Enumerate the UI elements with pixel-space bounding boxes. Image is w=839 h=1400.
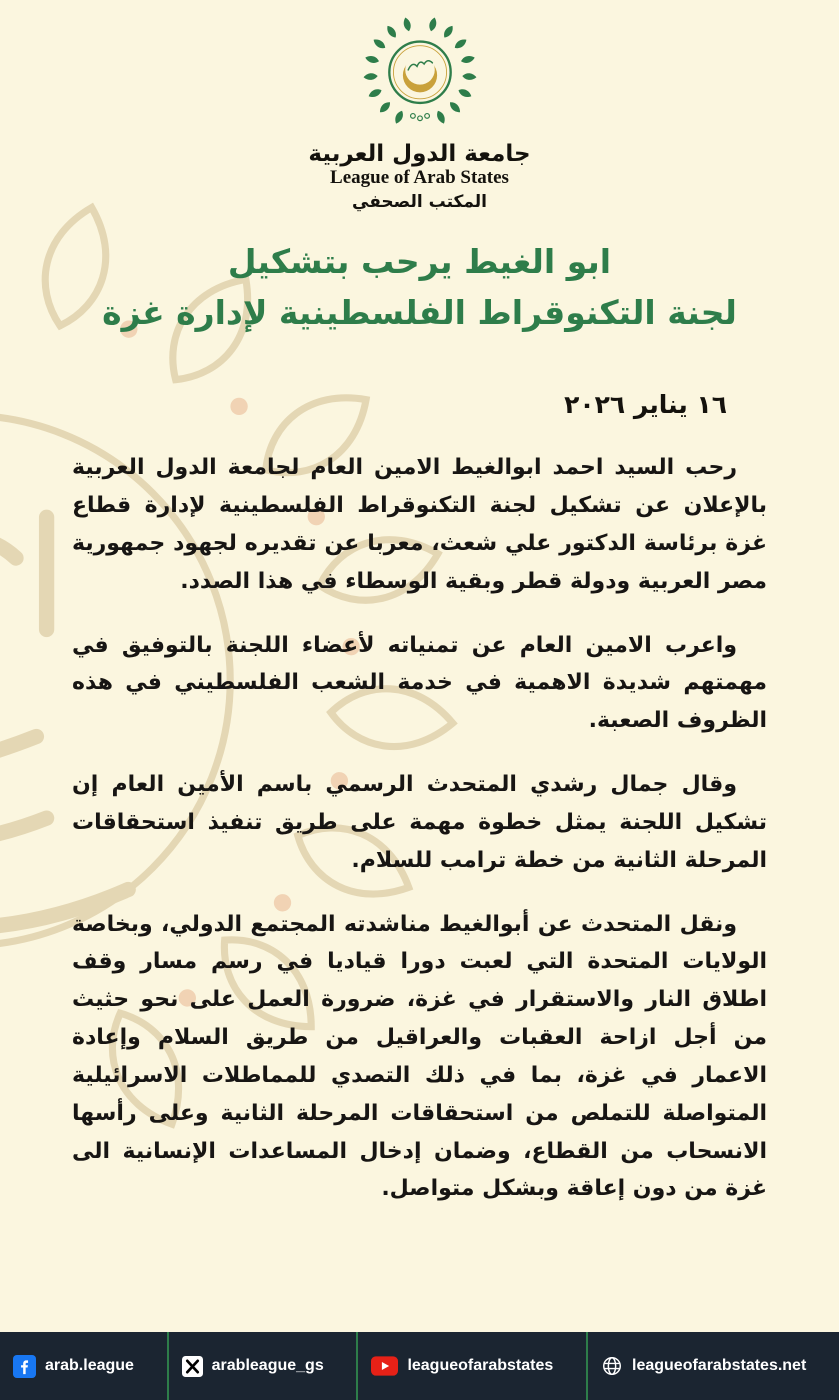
website-url: leagueofarabstates.net <box>632 1357 807 1374</box>
paragraph-3: وقال جمال رشدي المتحدث الرسمي باسم الأمين العام إن تشكيل اللجنة يمثل خطوة مهمة على طريق تنفيذ استحقاقات المرحلة الثانية من خطة ترامب للسلام. <box>72 772 767 873</box>
facebook-link[interactable] <box>0 1332 167 1400</box>
social-media-bar <box>0 1332 839 1400</box>
paragraph-4: ونقل المتحدث عن أبوالغيط مناشدته المجتمع الدولي، وبخاصة الولايات المتحدة التي لعبت دورا قياديا في رسم مسار وقف اطلاق النار والاستقرار في غزة، ضرورة العمل على نحو حثيث من أجل ازاحة العقبات والعراقيل من طريق السلام وإعادة الاعمار في غزة، بما في ذلك التصدي للمماطلات الاسرائيلية المتواصلة للتملص من استحقاقات المرحلة الثانية وعلى رأسها الانسحاب من القطاع، وضمان إدخال المساعدات الإنسانية الى غزة من دون إعاقة وبشكل متواصل. <box>72 911 767 1202</box>
article-body <box>72 449 767 1208</box>
press-office-label: المكتب الصحفي <box>352 192 487 212</box>
headline-line1: ابو الغيط يرحب بتشكيل <box>227 242 612 281</box>
letterhead <box>0 0 839 212</box>
paragraph-2: واعرب الامين العام عن تمنياته لأعضاء اللجنة بالتوفيق في مهمتهم شديدة الاهمية في خدمة الشعب الفلسطيني في هذه الظروف الصعبة. <box>72 632 767 734</box>
org-name-arabic: جامعة الدول العربية <box>308 141 531 167</box>
globe-icon <box>601 1355 623 1377</box>
x-twitter-link[interactable] <box>167 1332 357 1400</box>
youtube-icon <box>371 1356 398 1376</box>
facebook-icon <box>13 1355 36 1378</box>
arab-league-emblem <box>0 12 839 139</box>
headline <box>0 236 839 338</box>
x-twitter-handle: arableague_gs <box>211 1357 324 1374</box>
x-twitter-icon <box>182 1356 203 1377</box>
youtube-handle: leagueofarabstates <box>407 1357 554 1374</box>
facebook-handle: arab.league <box>45 1357 134 1374</box>
org-name-english: League of Arab States <box>330 167 509 188</box>
paragraph-1: رحب السيد احمد ابوالغيط الامين العام لجامعة الدول العربية بالإعلان عن تشكيل لجنة التكنوقراط الفلسطينية لإدارة قطاع غزة برئاسة الدكتور علي شعث، معربا عن تقديره لجهود جمهورية مصر العربية ودولة قطر وبقية الوسطاء في هذا الصدد. <box>72 455 767 594</box>
youtube-link[interactable] <box>356 1332 586 1400</box>
release-date: ١٦ يناير ٢٠٢٦ <box>564 390 727 420</box>
headline-line2: لجنة التكنوقراط الفلسطينية لإدارة غزة <box>102 293 737 333</box>
website-link[interactable] <box>586 1332 839 1400</box>
